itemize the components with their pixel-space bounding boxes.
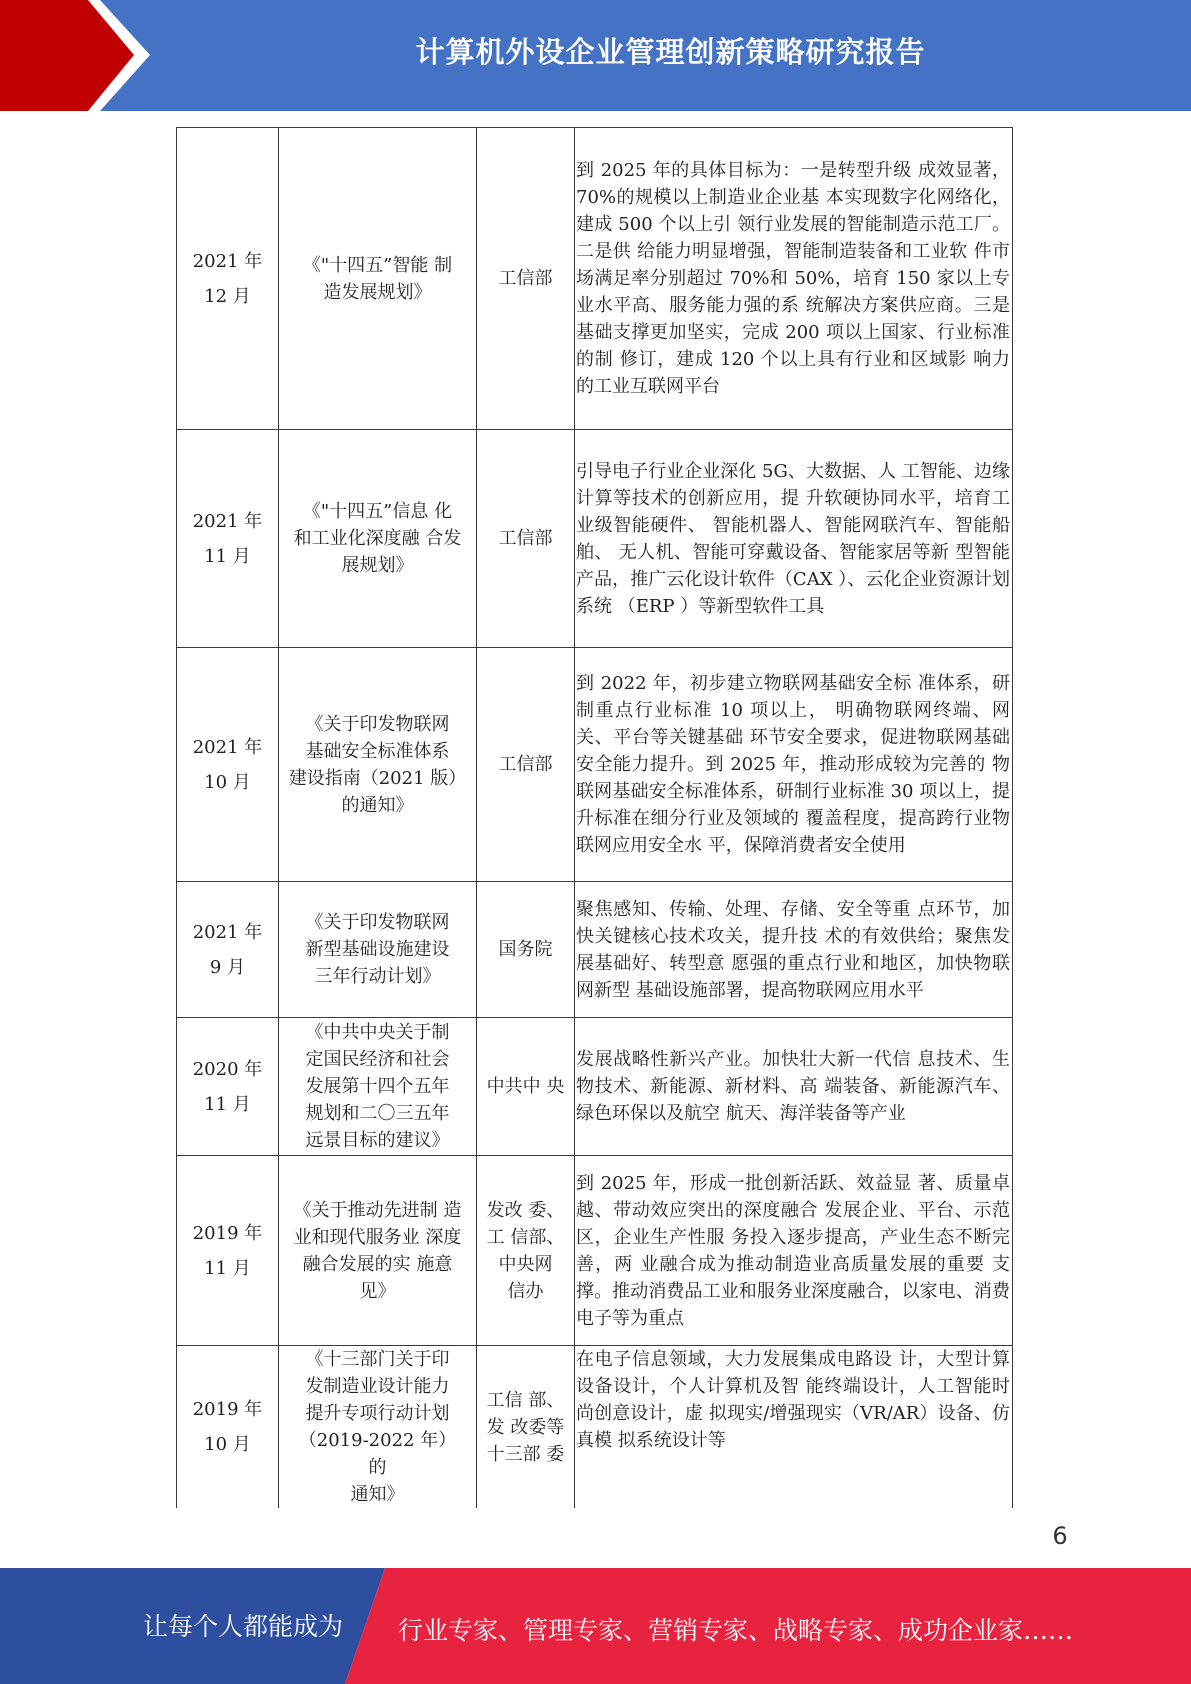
page-title: 计算机外设企业管理创新策略研究报告 [415,35,926,69]
policy-content: 到 2022 年，初步建立物联网基础安全标 准体系，研制重点行业标准 10 项以上， 明确物联网终端、网关、平台等关键基础 环节安全要求，促进物联网基础安全能力提升。到 2025 年，推动形成较为完善的 物联网基础安全标准体系，研制行业标准 30 项以上，提升标准在细分行业及领域的 覆盖程度，提高跨行业物联网应用安全水 平，保障消费者安全使用 [576,673,1010,856]
issuer: 发改 委、 工 信部、 中央网 信办 [486,1199,565,1302]
date-month: 11 月 [204,1257,251,1279]
page-footer [0,1568,1191,1684]
date-year: 2020 年 [192,1058,263,1080]
policy-title-cell [279,430,477,648]
policy-content: 在电子信息领域，大力发展集成电路设 计，大型计算设备设计，个人计算机及智 能终端设计，人工智能时尚创意设计，虚 拟现实/增强现实（VR/AR）设备、仿真模 拟系统设计等 [576,1349,1010,1451]
issuer-cell [477,128,575,430]
issuer: 工信 部、 发 改委等 十三部 委 [486,1389,565,1465]
table-row [177,1346,1013,1509]
policy-content: 到 2025 年的具体目标为：一是转型升级 成效显著，70%的规模以上制造业企业基 本实现数字化网络化，建成 500 个以上引 领行业发展的智能制造示范工厂。二是供 给能力明显增强，智能制造装备和工业软 件市场满足率分别超过 70%和 50%，培育 150 家以上专业水平高、服务能力强的系 统解决方案供应商。三是基础支撑更加坚实，完成 200 项以上国家、行业标准的制 修订，建成 120 个以上具有行业和区域影 响力的工业互联网平台 [576,160,1010,397]
table-row [177,648,1013,882]
header-arrow-icon [0,0,150,111]
date-month: 12 月 [204,285,251,307]
issuer-cell [477,1018,575,1156]
date-cell [177,882,279,1018]
date-cell [177,1156,279,1346]
date-month: 11 月 [204,1093,251,1115]
issuer-cell [477,648,575,882]
issuer: 工信部 [498,754,553,775]
issuer: 中共中 央 [486,1076,565,1097]
policy-title: 《"十四五”智能 制 造发展规划》 [302,254,453,303]
date-year: 2019 年 [192,1399,263,1420]
table-row [177,882,1013,1018]
policy-title: 《关于印发物联网 基础安全标准体系 建设指南（2021 版） 的通知》 [288,713,467,816]
footer-slogan-right: 行业专家、管理专家、营销专家、战略专家、成功企业家…… [398,1616,1074,1645]
policy-content: 到 2025 年，形成一批创新活跃、效益显 著、质量卓越、带动效应突出的深度融合 发展企业、平台、示范区，企业生产性服 务投入逐步提高，产业生态不断完善，两 业融合成为推动制造业高质量发展的重要 支撑。推动消费品工业和服务业深度融合，以家电、消费电子等为重点 [576,1172,1010,1329]
issuer-cell [477,1156,575,1346]
table-row [177,430,1013,648]
policy-title-cell [279,648,477,882]
issuer: 工信部 [498,528,553,549]
page-header [0,0,1191,111]
issuer-cell [477,882,575,1018]
policy-content-cell [575,1346,1013,1509]
policy-content: 发展战略性新兴产业。加快壮大新一代信 息技术、生物技术、新能源、新材料、高 端装备、新能源汽车、绿色环保以及航空 航天、海洋装备等产业 [576,1049,1010,1124]
policy-content-cell [575,1156,1013,1346]
policy-title-cell [279,128,477,430]
date-month: 11 月 [204,545,251,567]
policy-title: 《关于推动先进制 造 业和现代服务业 深度 融合发展的实 施意 见》 [293,1199,462,1302]
policy-title-cell [279,1346,477,1509]
table-row [177,1156,1013,1346]
policy-content: 引导电子行业企业深化 5G、大数据、人 工智能、边缘计算等技术的创新应用，提 升软硬协同水平，培育工业级智能硬件、 智能机器人、智能网联汽车、智能船舶、 无人机、智能可穿戴设备、智能家居等新 型智能产品，推广云化设计软件（CAX ）、云化企业资源计划系统 （ERP ）等新型软件工具 [576,460,1010,617]
date-year: 2021 年 [192,736,263,758]
issuer: 国务院 [498,939,553,960]
policy-content-cell [575,1018,1013,1156]
policy-title: 《关于印发物联网 新型基础设施建设 三年行动计划》 [305,912,450,987]
policy-content-cell [575,128,1013,430]
table-row [177,128,1013,430]
policy-title-cell [279,1018,477,1156]
date-year: 2019 年 [192,1222,263,1244]
policy-table [176,127,1013,1508]
date-cell [177,430,279,648]
date-cell [177,128,279,430]
issuer: 工信部 [498,268,553,289]
issuer-cell [477,430,575,648]
date-year: 2021 年 [192,921,263,943]
date-month: 9 月 [209,956,246,978]
page-number: 6 [1052,1522,1068,1550]
policy-title-cell [279,882,477,1018]
date-cell [177,1346,279,1509]
footer-slogan-left: 让每个人都能成为 [143,1612,344,1641]
date-month: 10 月 [204,1434,251,1455]
policy-content: 聚焦感知、传输、处理、存储、安全等重 点环节，加快关键核心技术攻关，提升技 术的有效供给；聚焦发展基础好、转型意 愿强的重点行业和地区，加快物联网新型 基础设施部署，提高物联网应用水平 [576,898,1010,1001]
date-cell [177,1018,279,1156]
date-month: 10 月 [204,771,251,793]
policy-title: 《十三部门关于印 发制造业设计能力 提升专项行动计划 （2019-2022 年） 的 通知》 [298,1349,457,1505]
policy-content-cell [575,882,1013,1018]
policy-content-cell [575,430,1013,648]
table-row [177,1018,1013,1156]
date-cell [177,648,279,882]
date-year: 2021 年 [192,250,263,272]
policy-title: 《中共中央关于制 定国民经济和社会 发展第十四个五年 规划和二〇三五年 远景目标的建议》 [305,1022,450,1151]
date-year: 2021 年 [192,510,263,532]
policy-content-cell [575,648,1013,882]
policy-title-cell [279,1156,477,1346]
policy-title: 《"十四五”信息 化 和工业化深度融 合发 展规划》 [293,501,462,576]
issuer-cell [477,1346,575,1509]
